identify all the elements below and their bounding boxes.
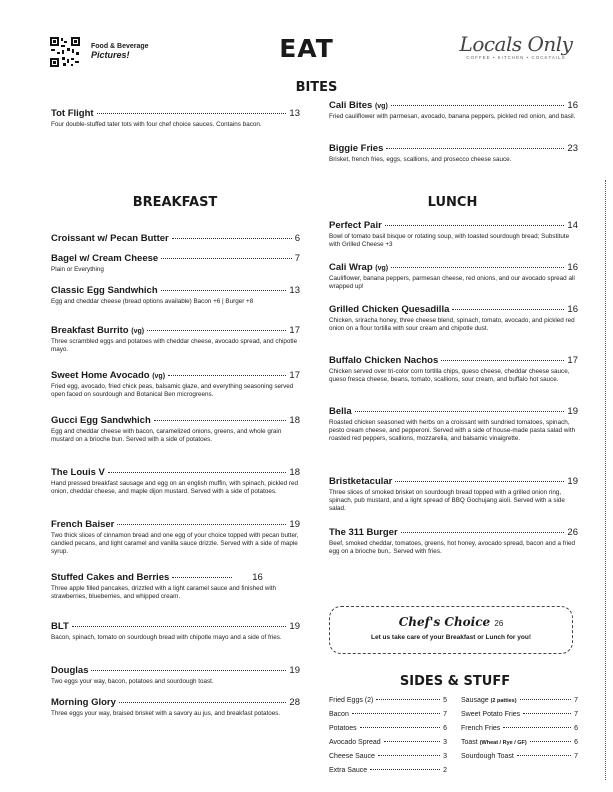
- side-name: Bacon: [329, 711, 349, 718]
- item-price: 13: [289, 285, 300, 296]
- item-name: BLT: [51, 621, 69, 632]
- side-item[interactable]: [329, 753, 447, 767]
- side-price: 3: [443, 753, 447, 760]
- item-name: Biggie Fries: [329, 143, 384, 154]
- menu-item[interactable]: [329, 476, 578, 513]
- leader-dots: [378, 755, 440, 756]
- item-name: Perfect Pair: [329, 220, 382, 231]
- item-price: 16: [252, 572, 263, 583]
- side-price: 5: [443, 697, 447, 704]
- sides-right-column: [461, 697, 578, 767]
- leader-dots: [503, 727, 571, 728]
- item-name: Morning Glory: [51, 697, 116, 708]
- menu-item[interactable]: [51, 519, 300, 556]
- item-tag: (vg): [152, 373, 166, 380]
- leader-dots: [523, 713, 571, 714]
- chefs-choice-box[interactable]: [329, 606, 573, 654]
- menu-item[interactable]: [51, 697, 300, 718]
- item-price: 19: [289, 621, 300, 632]
- qr-caption-line2: Pictures!: [91, 50, 130, 60]
- menu-item[interactable]: [51, 370, 300, 399]
- side-name: Potatoes: [329, 725, 357, 732]
- page-title: EAT: [279, 34, 334, 63]
- side-item[interactable]: [329, 697, 447, 711]
- item-price: 18: [289, 467, 300, 478]
- side-tag: (2 patties): [490, 698, 517, 704]
- item-price: 23: [567, 143, 578, 154]
- item-description: Two thick slices of cinnamon bread and one egg of your choice topped with pecan butter, candied pecans, and light caramel and vanilla sauce drizzle. Served with a side of maple syrup.: [51, 532, 299, 555]
- item-description: Four double-stuffed tater tots with four chef choice sauces. Contains bacon.: [51, 121, 262, 128]
- menu-item[interactable]: [51, 415, 300, 444]
- menu-item[interactable]: [51, 665, 300, 686]
- item-price: 16: [567, 262, 578, 273]
- leader-dots: [520, 699, 572, 700]
- menu-item[interactable]: [51, 621, 300, 642]
- side-price: 7: [574, 711, 578, 718]
- side-name: Avocado Spread: [329, 739, 381, 746]
- leader-dots: [385, 225, 565, 226]
- menu-item[interactable]: [51, 572, 300, 601]
- item-description: Egg and cheddar cheese with bacon, caramelized onions, greens, and whole grain mustard on a brioche bun. Served with a side of potatoes.: [51, 428, 282, 443]
- menu-item[interactable]: [51, 253, 300, 274]
- leader-dots: [91, 670, 286, 671]
- item-price: 19: [567, 406, 578, 417]
- side-name: French Fries: [461, 725, 501, 732]
- side-item[interactable]: [461, 711, 578, 725]
- item-description: Two eggs your way, bacon, potatoes and sourdough toast.: [51, 678, 214, 685]
- chefs-choice-subtitle: Let us take care of your Breakfast or Lunch for you!: [370, 634, 531, 641]
- leader-dots: [117, 524, 286, 525]
- item-name: Grilled Chicken Quesadilla: [329, 304, 450, 315]
- item-description: Roasted chicken seasoned with herbs on a croissant with sundried tomatoes, spinach, pesto cream cheese, and pepperoni. Served with a side of house-made pasta salad with roasted red peppers, scallions, mozzarella, and balsamic vinaigrette.: [329, 419, 576, 442]
- item-description: Three apple filled pancakes, drizzled with a light caramel sauce and finished with strawberries, blueberries, and whipped cream.: [51, 585, 277, 600]
- item-description: Chicken, sriracha honey, three cheese blend, spinach, tomato, avocado, and pickled red onion on a flour tortilla with sour cream and chipotle dust.: [329, 317, 575, 332]
- item-price: 17: [289, 325, 300, 336]
- side-item[interactable]: [329, 711, 447, 725]
- leader-dots: [401, 532, 565, 533]
- chefs-choice-title: Chef's Choice: [398, 615, 491, 629]
- leader-dots: [386, 148, 564, 149]
- item-price: 19: [567, 476, 578, 487]
- side-name: Extra Sauce: [329, 767, 368, 774]
- side-name: Cheese Sauce: [329, 753, 375, 760]
- item-description: Fried cauliflower with parmesan, avocado, banana peppers, pickled red onion, and basil.: [329, 113, 576, 120]
- item-price: 19: [289, 665, 300, 676]
- item-name: Douglas: [51, 665, 89, 676]
- side-name: Sourdough Toast: [461, 753, 514, 760]
- item-price: 17: [567, 355, 578, 366]
- side-name: Sweet Potato Fries: [461, 711, 521, 718]
- item-description: Plain or Everything: [51, 266, 104, 273]
- side-price: 7: [574, 697, 578, 704]
- item-tag: (vg): [131, 328, 145, 335]
- leader-dots: [168, 375, 286, 376]
- side-price: 7: [574, 753, 578, 760]
- item-price: 16: [567, 304, 578, 315]
- item-description: Three slices of smoked brisket on sourdough bread topped with a grilled onion ring, spinach, pub mustard, and a light spread of BBQ Gochujang aioli. Served with a side salad.: [329, 489, 565, 512]
- side-item[interactable]: [329, 725, 447, 739]
- leader-dots: [391, 105, 565, 106]
- menu-item[interactable]: [329, 220, 578, 249]
- item-name: Cali Bites: [329, 100, 373, 111]
- side-price: 6: [574, 739, 578, 746]
- side-price: 3: [443, 739, 447, 746]
- item-price: 16: [567, 100, 578, 111]
- item-name: French Baiser: [51, 519, 115, 530]
- chefs-choice-title-row: [330, 615, 572, 629]
- item-price: 17: [289, 370, 300, 381]
- item-description: Chicken served over tri-color corn tortilla chips, queso cheese, cheddar cheese sauce, queso fresca cheese, beans, tomato, scallions, sour cream, and buffalo hot sauce.: [329, 368, 570, 383]
- item-name: Croissant w/ Pecan Butter: [51, 233, 169, 244]
- item-name: Gucci Egg Sandwhich: [51, 415, 151, 426]
- leader-dots: [172, 577, 232, 578]
- item-name: Tot Flight: [51, 108, 94, 119]
- menu-item[interactable]: [329, 143, 578, 164]
- item-price: 19: [289, 519, 300, 530]
- sides-left-column: [329, 697, 447, 781]
- item-description: Egg and cheddar cheese (bread options available) Bacon +6 | Burger +8: [51, 298, 254, 305]
- item-price: 6: [294, 233, 300, 244]
- breakfast-heading: BREAKFAST: [132, 195, 218, 210]
- item-name: Buffalo Chicken Nachos: [329, 355, 439, 366]
- menu-item[interactable]: [51, 285, 300, 306]
- leader-dots: [452, 309, 564, 310]
- leader-dots: [376, 699, 440, 700]
- leader-dots: [352, 713, 440, 714]
- side-item[interactable]: [329, 767, 447, 781]
- menu-item[interactable]: [329, 406, 578, 443]
- side-price: 2: [443, 767, 447, 774]
- leader-dots: [384, 741, 440, 742]
- item-name: Stuffed Cakes and Berries: [51, 572, 170, 583]
- item-description: Fried egg, avocado, fried chick peas, balsamic glaze, and everything seasoning served open faced on sourdough and Botanical Ben microgreens.: [51, 383, 294, 398]
- menu-item[interactable]: [51, 108, 300, 129]
- item-price: 13: [289, 108, 300, 119]
- chefs-choice-price: 26: [494, 619, 504, 628]
- logo-tagline: COFFEE • KITCHEN • COCKTAILS: [466, 55, 566, 60]
- side-name: Sausage: [461, 697, 489, 704]
- item-tag: (vg): [374, 103, 388, 110]
- item-name: The Louis V: [51, 467, 105, 478]
- side-price: 6: [443, 725, 447, 732]
- qr-caption-line1: Food & Beverage: [91, 43, 149, 50]
- menu-item[interactable]: [51, 325, 300, 354]
- logo-name: Locals Only: [459, 32, 573, 56]
- leader-dots: [517, 755, 571, 756]
- item-description: Beef, smoked cheddar, tomatoes, greens, hot honey, avocado spread, bacon and a fried egg on a brioche bun,. Served with fries.: [329, 540, 575, 555]
- item-name: Sweet Home Avocado: [51, 370, 150, 381]
- menu-item[interactable]: [329, 527, 578, 556]
- menu-item[interactable]: [329, 262, 578, 291]
- item-tag: (vg): [375, 265, 389, 272]
- item-price: 7: [294, 253, 300, 264]
- leader-dots: [355, 411, 565, 412]
- leader-dots: [119, 702, 287, 703]
- leader-dots: [360, 727, 440, 728]
- leader-dots: [395, 481, 564, 482]
- menu-item[interactable]: [329, 355, 578, 384]
- page-edge-divider: [605, 180, 606, 780]
- menu-item[interactable]: [329, 304, 578, 333]
- item-name: Bagel w/ Cream Cheese: [51, 253, 159, 264]
- menu-item[interactable]: [51, 233, 300, 244]
- side-price: 7: [443, 711, 447, 718]
- item-name: Breakfast Burrito: [51, 325, 129, 336]
- leader-dots: [370, 769, 440, 770]
- item-name: The 311 Burger: [329, 527, 398, 538]
- leader-dots: [161, 290, 287, 291]
- brand-logo: [455, 32, 577, 60]
- leader-dots: [391, 267, 564, 268]
- bites-heading: BITES: [295, 80, 338, 95]
- item-description: Bowl of tomato basil bisque or rotating soup, with toasted sourdough bread; Substitute with Grilled Cheese +3: [329, 233, 570, 248]
- leader-dots: [97, 113, 287, 114]
- side-name: Fried Eggs (2): [329, 697, 374, 704]
- side-item[interactable]: [461, 725, 578, 739]
- menu-item[interactable]: [329, 100, 578, 121]
- side-tag: (Wheat / Rye / GF): [479, 740, 527, 746]
- leader-dots: [108, 472, 287, 473]
- side-item[interactable]: [461, 697, 578, 711]
- item-description: Three eggs your way, braised brisket with a savory au jus, and breakfast potatoes.: [51, 710, 281, 717]
- leader-dots: [172, 238, 292, 239]
- item-description: Bacon, spinach, tomato on sourdough bread with chipotle mayo and a side of fries.: [51, 634, 282, 641]
- item-name: Classic Egg Sandwhich: [51, 285, 158, 296]
- leader-dots: [72, 626, 287, 627]
- leader-dots: [147, 330, 286, 331]
- sides-heading: SIDES & STUFF: [399, 674, 511, 689]
- item-name: Bristketacular: [329, 476, 393, 487]
- item-price: 26: [567, 527, 578, 538]
- item-description: Hand pressed breakfast sausage and egg on an english muffin, with spinach, pickled red onion, cheddar cheese, and maple dijon mustard. Served with a side of potatoes.: [51, 480, 299, 495]
- item-price: 14: [567, 220, 578, 231]
- side-name: Toast: [461, 739, 478, 746]
- leader-dots: [154, 420, 287, 421]
- item-price: 28: [289, 697, 300, 708]
- lunch-heading: LUNCH: [427, 195, 478, 210]
- side-item[interactable]: [329, 739, 447, 753]
- side-price: 6: [574, 725, 578, 732]
- item-price: 18: [289, 415, 300, 426]
- leader-dots: [530, 741, 571, 742]
- item-name: Cali Wrap: [329, 262, 373, 273]
- menu-item[interactable]: [51, 467, 300, 496]
- leader-dots: [441, 360, 564, 361]
- item-name: Bella: [329, 406, 352, 417]
- side-item[interactable]: [461, 753, 578, 767]
- item-description: Cauliflower, banana peppers, parmesan cheese, red onions, and our avocado spread all wrapped up!: [329, 275, 575, 290]
- side-item[interactable]: [461, 739, 578, 753]
- item-description: Three scrambled eggs and potatoes with cheddar cheese, avocado spread, and chipotle mayo.: [51, 338, 298, 353]
- item-description: Brisket, french fries, eggs, scallions, and prosecco cheese sauce.: [329, 156, 512, 163]
- leader-dots: [161, 258, 292, 259]
